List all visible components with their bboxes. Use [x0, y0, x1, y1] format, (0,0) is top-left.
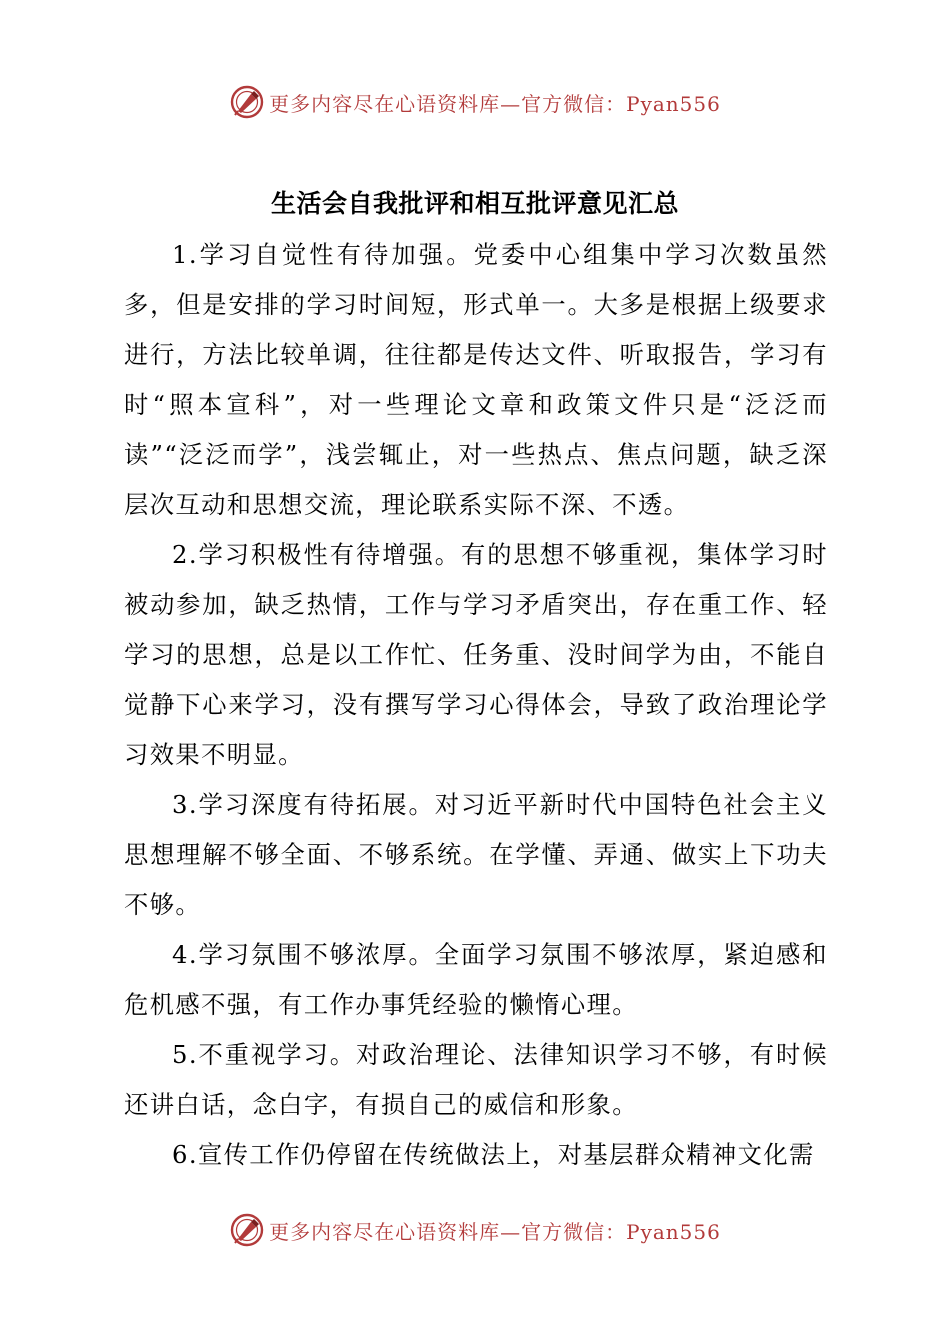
paragraph-5: 5.不重视学习。对政治理论、法律知识学习不够，有时候还讲白话，念白字，有损自己的威信和形象。	[124, 1040, 828, 1119]
document-title: 生活会自我批评和相互批评意见汇总	[270, 189, 679, 218]
paragraph-4: 4.学习氛围不够浓厚。全面学习氛围不够浓厚，紧迫感和危机感不强，有工作办事凭经验的懒惰心理。	[124, 940, 828, 1019]
watermark-banner-bottom	[0, 1208, 950, 1252]
document-body	[124, 230, 828, 1190]
watermark-text: 更多内容尽在心语资料库—官方微信：Pyan556	[269, 1219, 721, 1244]
pen-nib-logo-icon	[229, 84, 265, 120]
pen-nib-logo-icon	[229, 1212, 265, 1248]
paragraph-6: 6.宣传工作仍停留在传统做法上，对基层群众精神文化需	[172, 1140, 815, 1169]
watermark-banner-top	[0, 80, 950, 124]
watermark-text: 更多内容尽在心语资料库—官方微信：Pyan556	[269, 91, 721, 116]
paragraph-2: 2.学习积极性有待增强。有的思想不够重视，集体学习时被动参加，缺乏热情，工作与学习矛盾突出，存在重工作、轻学习的思想，总是以工作忙、任务重、没时间学为由，不能自觉静下心来学习，没有撰写学习心得体会，导致了政治理论学习效果不明显。	[124, 540, 828, 769]
paragraph-1: 1.学习自觉性有待加强。党委中心组集中学习次数虽然多，但是安排的学习时间短，形式单一。大多是根据上级要求进行，方法比较单调，往往都是传达文件、听取报告，学习有时“照本宣科”，对一些理论文章和政策文件只是“泛泛而读”“泛泛而学”，浅尝辄止，对一些热点、焦点问题，缺乏深层次互动和思想交流，理论联系实际不深、不透。	[124, 240, 828, 519]
paragraph-3: 3.学习深度有待拓展。对习近平新时代中国特色社会主义思想理解不够全面、不够系统。在学懂、弄通、做实上下功夫不够。	[124, 790, 828, 919]
